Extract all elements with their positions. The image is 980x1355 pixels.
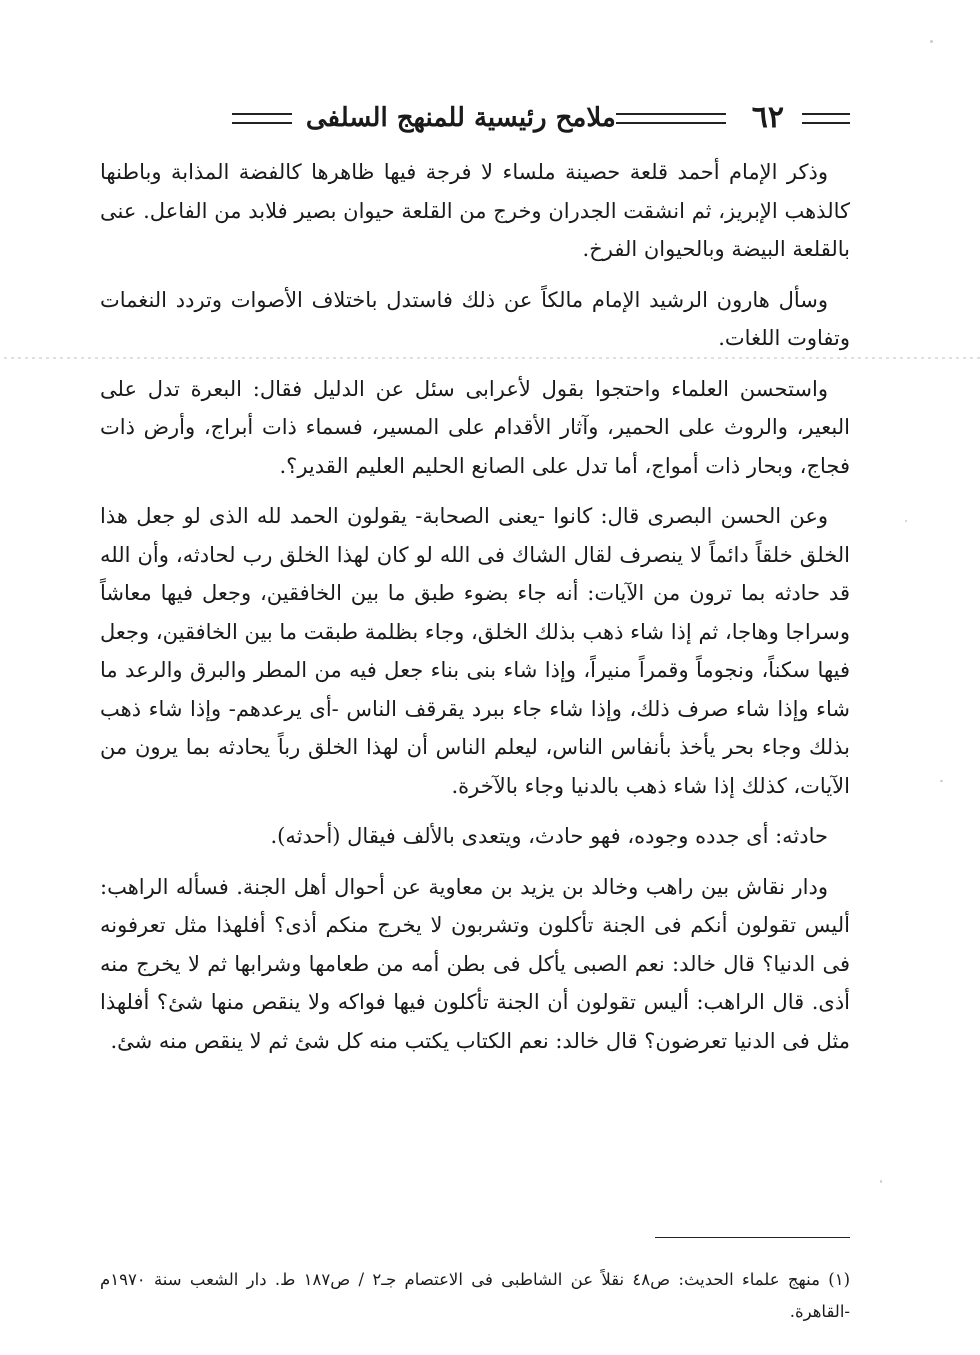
- scan-speck: [880, 1180, 882, 1183]
- footnote-divider: [655, 1237, 850, 1238]
- paragraph: واستحسن العلماء واحتجوا بقول لأعرابى سئل عن الدليل فقال: البعرة تدل على البعير، والروث على الحمير، وآثار الأقدام على المسير، فسماء ذات أبراج، وأرض ذات فجاج، وبحار ذات أمواج، أما تدل على الصانع الحليم العليم القدير؟.: [100, 376, 850, 478]
- header-ornament-rule: [802, 113, 850, 124]
- scan-speck: [930, 40, 933, 43]
- running-title: ملامح رئيسية للمنهج السلفى: [305, 103, 616, 133]
- page-number: ٦٢: [751, 100, 784, 135]
- paragraph: وذكر الإمام أحمد قلعة حصينة ملساء لا فرجة فيها ظاهرها كالفضة المذابة وباطنها كالذهب الإبريز، ثم انشقت الجدران وخرج من القلعة حيوان بصير فلابد من الفاعل. عنى بالقلعة البيضة وبالحيوان الفرخ.: [100, 160, 850, 261]
- paragraph: ودار نقاش بين راهب وخالد بن يزيد بن معاوية عن أحوال أهل الجنة. فسأله الراهب: أليس تقولون أنكم فى الجنة تأكلون وتشربون لا يخرج منكم أذى؟ أفلهذا مثل تعرفونه فى الدنيا؟ قال خالد: نعم الصبى يأكل فى بطن أمه من طعامها وشرابها ثم لا يخرج منه أذى. قال الراهب: أليس تقولون أن الجنة تأكلون فيها فواكه ولا ينقص منها شئ؟ أفلهذا مثل فى الدنيا تعرضون؟ قال خالد: نعم الكتاب يكتب منه كل شئ ثم لا ينقص منه شئ.: [100, 874, 850, 1053]
- body-text: [100, 153, 850, 1060]
- scan-speck: [940, 780, 943, 782]
- scan-artifact-line: [0, 357, 980, 359]
- page-header: [100, 95, 850, 141]
- footnote: (١) منهج علماء الحديث: ص٤٨ نقلاً عن الشاطبى فى الاعتصام جـ٢ / ص١٨٧ ط. دار الشعب سنة ١٩٧٠م -القاهرة.: [100, 1269, 850, 1321]
- header-ornament-rule: [616, 113, 726, 124]
- paragraph: وعن الحسن البصرى قال: كانوا -يعنى الصحابة- يقولون الحمد لله الذى لو جعل هذا الخلق خلقاً دائماً لا ينصرف لقال الشاك فى الله لو كان لهذا الخلق رب لحادثه، وأن الله قد حادثه بما ترون من الآيات: أنه جاء بضوء طبق ما بين الخافقين، وجعل فيها معاشاً وسراجا وهاجا، ثم إذا شاء ذهب بذلك الخلق، وجاء بظلمة طبقت ما بين الخافقين، وجعل فيها سكناً، ونجوماً وقمراً منيراً، وإذا شاء بنى بناء جعل فيه من المطر والبرق والرعد ما شاء وإذا شاء صرف ذلك، وإذا شاء جاء ببرد يقرقف الناس -أى يرعدهم- وإذا شاء ذهب بذلك وجاء بحر يأخذ بأنفاس الناس، ليعلم الناس أن لهذا الخلق رباً يحادثه بما يرون من الآيات، كذلك إذا شاء ذهب بالدنيا وجاء بالآخرة.: [100, 504, 850, 798]
- book-page: [100, 95, 850, 1335]
- paragraph: حادثه: أى جدده وجوده، فهو حادث، ويتعدى بالألف فيقال (أحدثه).: [270, 824, 828, 848]
- scan-speck: [905, 520, 907, 522]
- paragraph: وسأل هارون الرشيد الإمام مالكاً عن ذلك فاستدل باختلاف الأصوات وتردد النغمات وتفاوت اللغات.: [100, 287, 850, 350]
- header-ornament-rule: [232, 113, 292, 124]
